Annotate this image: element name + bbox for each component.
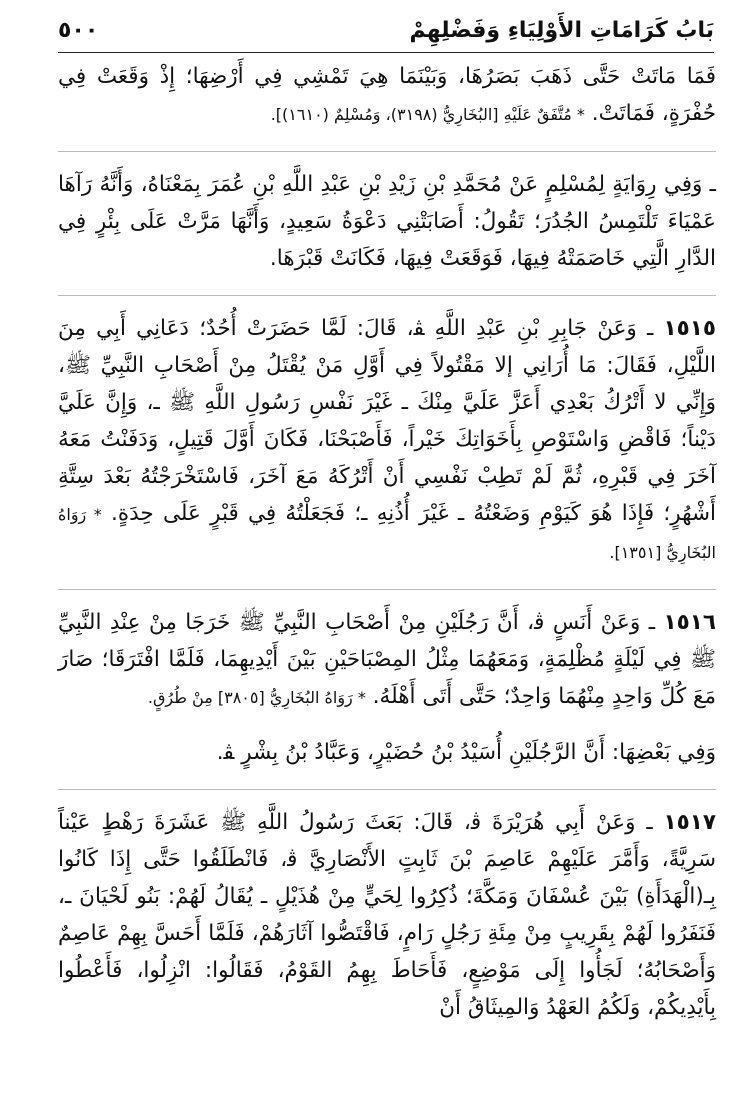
divider [58, 295, 716, 296]
hadith-reference: * رَوَاهُ البُخَارِيُّ [٣٨٠٥] مِنْ طُرُقٍ. [147, 688, 366, 707]
hadith-1515 [58, 310, 716, 571]
header-rule [58, 52, 714, 53]
paragraph-text: ـ وَعَنْ أَبِي هُرَيْرَةَ ﭬ، قَالَ: بَعَثَ رَسُولُ اللَّهِ ﷺ عَشَرَةَ رَهْطٍ عَيْناً سَرِيَّةً، وَأَمَّرَ عَلَيْهِمْ عَاصِمَ بْنَ ثَابِتٍ الأَنْصَارِيَّ ﭬ، فَانْطَلَقُوا حَتَّى إِذَا كَانُوا بِـ(الْهَدَأَةِ) بَيْنَ عُسْفَانَ وَمَكَّةَ؛ ذُكِرُوا لِحَيٍّ مِنْ هُذَيْلٍ ـ يُقَالُ لَهُمْ: بَنُو لَحْيَانَ ـ، فَنَفَرُوا لَهُمْ بِقَرِيبٍ مِنْ مِئَةِ رَجُلٍ رَامٍ، فَاقْتَصُّوا آثَارَهُمْ، فَلَمَّا أَحَسَّ بِهِمْ عَاصِمٌ وَأَصْحَابُهُ؛ لَجَأُوا إِلَى مَوْضِعٍ، فَأَحَاطَ بِهِمُ القَوْمُ، فَقَالُوا: انْزِلُوا، فَأَعْطُوا بِأَيْدِيكُمْ، وَلَكُمُ العَهْدُ وَالمِيثَاقُ أَنْ [58, 810, 716, 1020]
paragraph-text: ـ وَعَنْ أَنَسٍ ﭬ، أَنَّ رَجُلَيْنِ مِنْ أَصْحَابِ النَّبِيِّ ﷺ خَرَجَا مِنْ عِنْدِ النَّبِيِّ ﷺ فِي لَيْلَةٍ مُظْلِمَةٍ، وَمَعَهُمَا مِثْلُ المِصْبَاحَيْنِ بَيْنَ أَيْدِيهِمَا، فَلَمَّا افْتَرَقَا؛ صَارَ مَعَ كُلِّ وَاحِدٍ مِنْهُمَا وَاحِدٌ؛ حَتَّى أَتَى أَهْلَهُ. [58, 610, 716, 709]
paragraph-text: ـ وَفِي رِوَايَةٍ لِمُسْلِمٍ عَنْ مُحَمَّدِ بْنِ زَيْدِ بْنِ عَبْدِ اللَّهِ بْنِ عُمَرَ بِمَعْنَاهُ، وَأَنَّهُ رَآهَا عَمْيَاءَ تَلْتَمِسُ الجُدُرَ؛ تَقُولُ: أَصَابَتْنِي دَعْوَةُ سَعِيدٍ، وَأَنَّهَا مَرَّتْ عَلَى بِئْرٍ فِي الدَّارِ الَّتِي خَاصَمَتْهُ فِيهَا، فَوَقَعَتْ فِيهَا، فَكَانَتْ قَبْرَهَا. [58, 172, 716, 271]
hadith-number: ١٥١٥ [663, 316, 716, 341]
hadith-number: ١٥١٦ [663, 610, 716, 635]
hadith-number: ١٥١٧ [663, 810, 716, 835]
divider [58, 589, 716, 590]
divider [58, 151, 716, 152]
page-header [58, 18, 714, 48]
paragraph-text: ـ وَعَنْ جَابِرِ بْنِ عَبْدِ اللَّهِ ﭭ، قَالَ: لَمَّا حَضَرَتْ أُحُدٌ؛ دَعَانِي أَبِي مِنَ اللَّيْلِ، فَقَالَ: مَا أُرَانِي إلا مَقْتُولاً فِي أَوَّلِ مَنْ يُقْتَلُ مِنْ أَصْحَابِ النَّبِيِّ ﷺ، وَإِنِّي لا أَتْرُكُ بَعْدِي أَعَزَّ عَلَيَّ مِنْكَ ـ غَيْرَ نَفْسِ رَسُولِ اللَّهِ ﷺ ـ، وَإِنَّ عَلَيَّ دَيْناً؛ فَاقْضِ وَاسْتَوْصِ بِأَخَوَاتِكَ خَيْراً، فَأَصْبَحْنَا، فَكَانَ أَوَّلَ قَتِيلٍ، وَدَفَنْتُ مَعَهُ آخَرَ فِي قَبْرِهِ، ثُمَّ لَمْ تَطِبْ نَفْسِي أَنْ أَتْرُكَهُ مَعَ آخَرَ، فَاسْتَخْرَجْتُهُ بَعْدَ سِتَّةِ أَشْهُرٍ؛ فَإِذَا هُوَ كَيَوْمِ وَضَعْتُهُ ـ غَيْرَ أُذُنِهِ ـ؛ فَجَعَلْتُهُ فِي قَبْرٍ عَلَى حِدَةٍ. [58, 316, 716, 526]
paragraph-text: وَفِي بَعْضِهَا: أَنَّ الرَّجُلَيْنِ أُسَيْدُ بْنُ حُضَيْرٍ، وَعَبَّادُ بْنُ بِشْرٍ ﭭ. [216, 740, 716, 765]
divider [58, 789, 716, 790]
page-body [58, 58, 716, 1111]
running-title: بَابُ كَرَامَاتِ الأَوْلِيَاءِ وَفَضْلِهِمْ [409, 18, 714, 43]
page-number: ٥٠٠ [58, 18, 99, 43]
hadith-1516 [58, 604, 716, 716]
paragraph-1 [58, 58, 716, 133]
paragraph-variant [58, 734, 716, 771]
hadith-reference: * مُتَّفَقٌ عَلَيْهِ [البُخَارِيُّ (٣١٩٨)، وَمُسْلِمٌ (١٦١٠)]. [270, 105, 585, 124]
hadith-reference: * رَوَاهُ البُخَارِيُّ [١٣٥١]. [58, 505, 716, 562]
hadith-1517 [58, 804, 716, 1026]
paragraph-text: فَمَا مَاتَتْ حَتَّى ذَهَبَ بَصَرُهَا، وَبَيْنَمَا هِيَ تَمْشِي فِي أَرْضِهَا؛ إِذْ وَقَعَتْ فِي حُفْرَةٍ، فَمَاتَتْ. [58, 64, 716, 126]
paragraph-2 [58, 166, 716, 277]
